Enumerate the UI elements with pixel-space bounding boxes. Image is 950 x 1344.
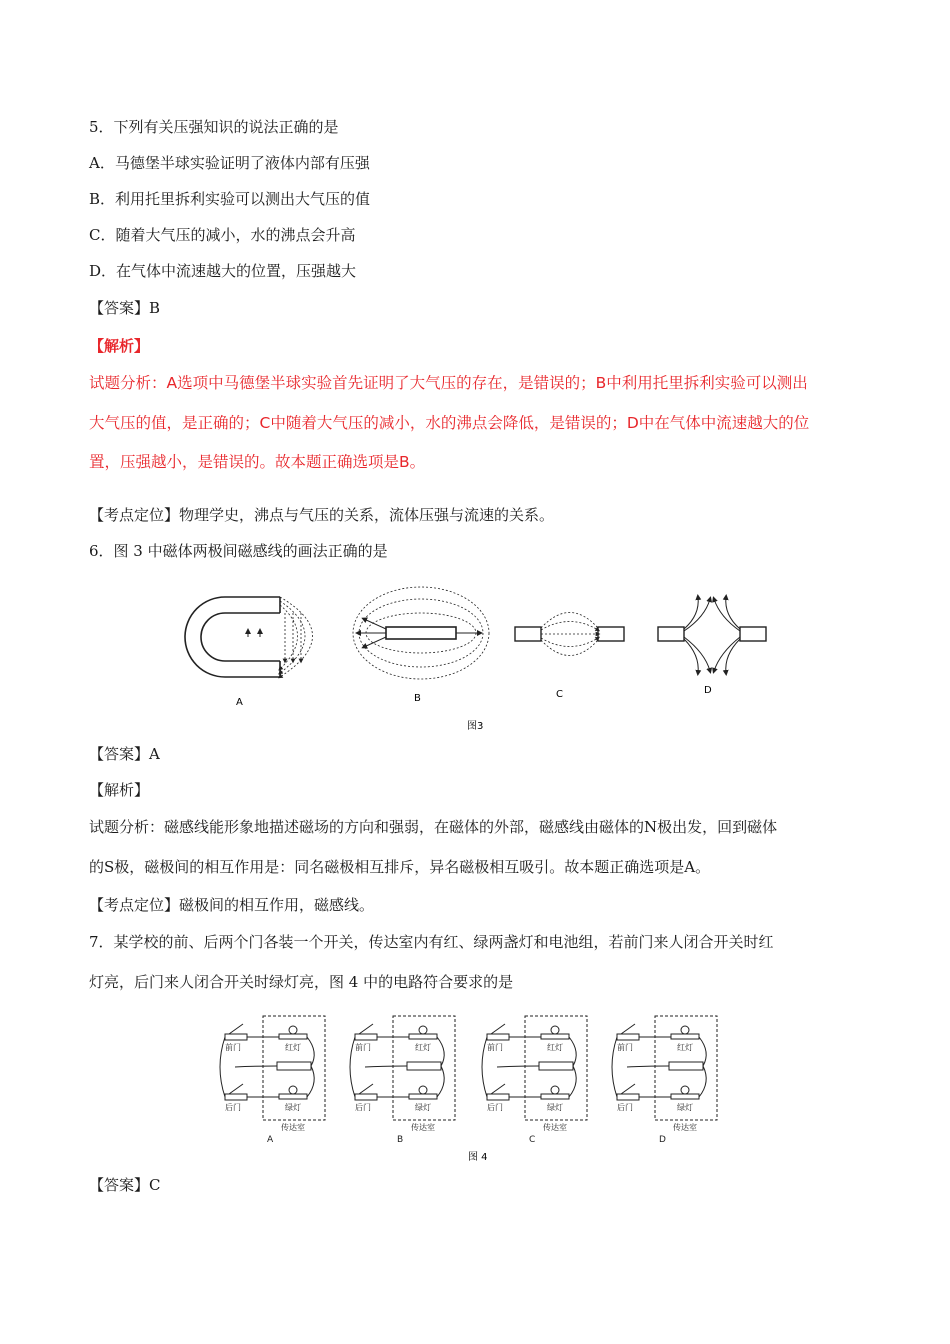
q5-option-b: B．利用托里拆利实验可以测出大气压的值	[89, 190, 371, 208]
fig4-label-a: A	[267, 1135, 274, 1145]
q7-answer: 【答案】C	[89, 1176, 161, 1194]
q5-knowledge: 【考点定位】物理学史，沸点与气压的关系，流体压强与流速的关系。	[89, 506, 555, 524]
q6-answer: 【答案】A	[89, 745, 160, 763]
diagram-a	[185, 597, 313, 677]
q5-option-c: C．随着大气压的减小，水的沸点会升高	[89, 226, 356, 244]
q5-analysis-line-2: 大气压的值，是正确的；C中随着大气压的减小，水的沸点会降低，是错误的；D中在气体中流速越大的位	[89, 414, 810, 432]
diagram-c	[515, 613, 624, 656]
q5-option-a: A．马德堡半球实验证明了液体内部有压强	[89, 154, 370, 172]
q5-analysis-line-3: 置，压强越小，是错误的。故本题正确选项是B。	[89, 453, 426, 471]
green-lamp-label: 绿灯	[415, 1103, 431, 1112]
fig4-caption: 图 4	[468, 1152, 488, 1163]
fig3-label-d: D	[704, 685, 712, 696]
front-door-label: 前门	[225, 1043, 241, 1052]
q5-option-d: D．在气体中流速越大的位置，压强越大	[89, 262, 357, 280]
q7-stem-line-1: 7．某学校的前、后两个门各装一个开关，传达室内有红、绿两盏灯和电池组，若前门来人闭合开关时红	[89, 933, 774, 951]
front-door-label: 前门	[487, 1043, 503, 1052]
q7-stem-line-2: 灯亮，后门来人闭合开关时绿灯亮，图 4 中的电路符合要求的是	[89, 973, 514, 991]
red-lamp-label: 红灯	[285, 1043, 301, 1052]
fig3-label-b: B	[414, 693, 421, 704]
room-label: 传达室	[543, 1123, 567, 1132]
q5-analysis-line-1: 试题分析：A选项中马德堡半球实验首先证明了大气压的存在，是错误的；B中利用托里拆利实验可以测出	[89, 374, 808, 392]
q5-analysis-tag: 【解析】	[89, 337, 150, 355]
room-label: 传达室	[281, 1123, 305, 1132]
green-lamp-label: 绿灯	[677, 1103, 693, 1112]
back-door-label: 后门	[487, 1103, 503, 1112]
back-door-label: 后门	[617, 1103, 633, 1112]
fig4-label-d: D	[659, 1135, 666, 1145]
diagram-d	[658, 597, 766, 673]
red-lamp-label: 红灯	[547, 1043, 563, 1052]
back-door-label: 后门	[355, 1103, 371, 1112]
front-door-label: 前门	[617, 1043, 633, 1052]
q5-answer: 【答案】B	[89, 299, 161, 317]
room-label: 传达室	[411, 1123, 435, 1132]
figure-4-circuits	[215, 1010, 735, 1170]
q6-analysis-tag: 【解析】	[89, 781, 150, 799]
fig4-label-b: B	[397, 1135, 404, 1145]
figure-3-magnetic-field-lines	[180, 575, 780, 735]
fig3-label-a: A	[236, 697, 243, 708]
q6-stem: 6．图 3 中磁体两极间磁感线的画法正确的是	[89, 542, 388, 560]
q5-stem: 5．下列有关压强知识的说法正确的是	[89, 118, 339, 136]
q6-analysis-line-2: 的S极，磁极间的相互作用是：同名磁极相互排斥，异名磁极相互吸引。故本题正确选项是A。	[89, 858, 711, 876]
red-lamp-label: 红灯	[677, 1043, 693, 1052]
green-lamp-label: 绿灯	[285, 1103, 301, 1112]
back-door-label: 后门	[225, 1103, 241, 1112]
q6-knowledge: 【考点定位】磁极间的相互作用，磁感线。	[89, 896, 375, 914]
red-lamp-label: 红灯	[415, 1043, 431, 1052]
room-label: 传达室	[673, 1123, 697, 1132]
diagram-b	[353, 587, 489, 679]
fig3-caption: 图3	[467, 721, 484, 732]
fig4-label-c: C	[529, 1135, 536, 1145]
fig3-label-c: C	[556, 689, 563, 700]
green-lamp-label: 绿灯	[547, 1103, 563, 1112]
front-door-label: 前门	[355, 1043, 371, 1052]
q6-analysis-line-1: 试题分析：磁感线能形象地描述磁场的方向和强弱，在磁体的外部，磁感线由磁体的N极出发，回到磁体	[89, 818, 778, 836]
